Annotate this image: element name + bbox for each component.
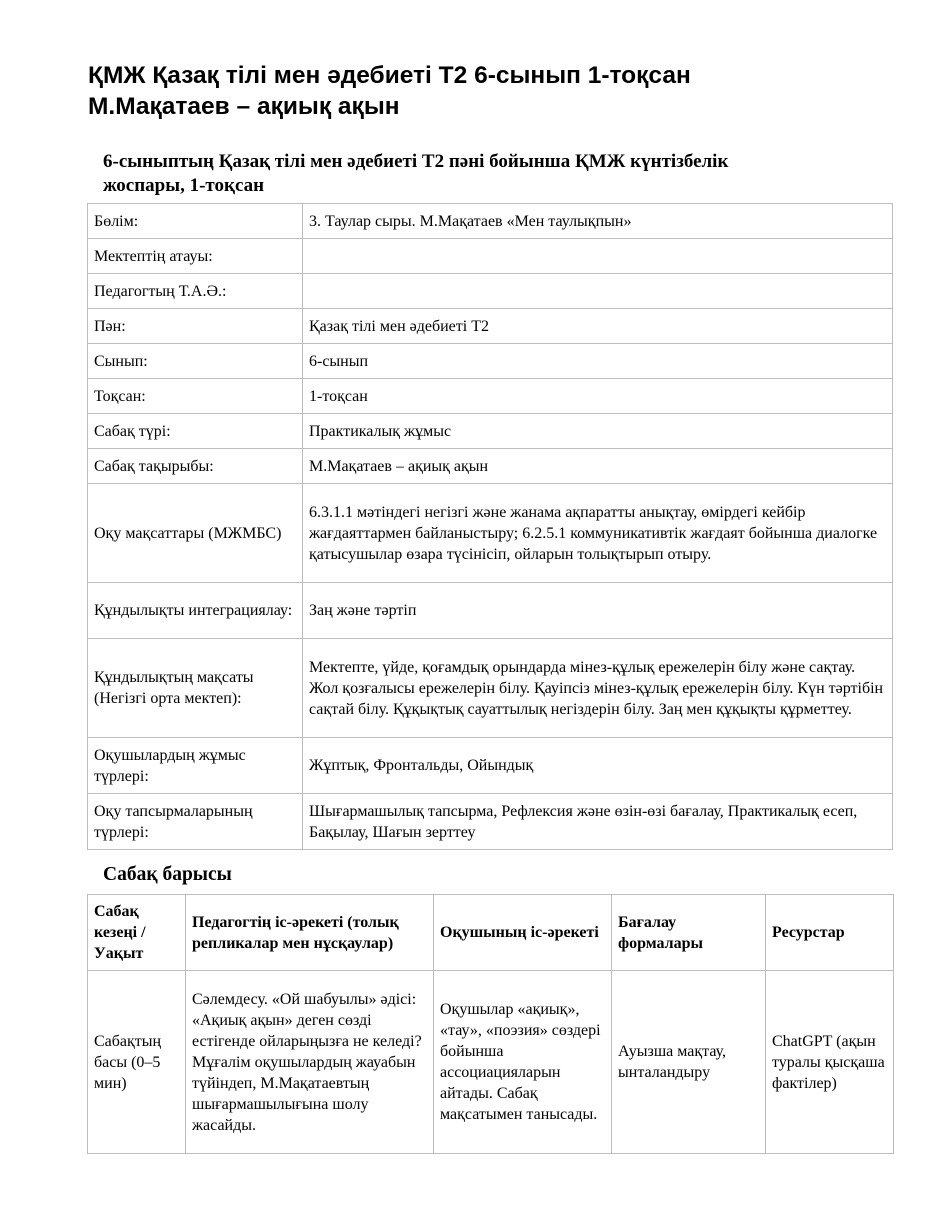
info-row: [88, 639, 893, 738]
info-row: [88, 794, 893, 850]
info-value: Практикалық жұмыс: [303, 414, 893, 449]
document-title: [88, 60, 888, 122]
plan-subtitle-line2: жоспары, 1-тоқсан: [103, 175, 265, 196]
lesson-flow-table: [87, 894, 894, 1154]
info-row: [88, 344, 893, 379]
info-label: Оқу мақсаттары (МЖМБС): [88, 484, 303, 583]
header-teacher-activity: Педагогтің іс-әрекеті (толық репликалар мен нұсқаулар): [186, 895, 434, 971]
info-value: 6-сынып: [303, 344, 893, 379]
info-row: [88, 414, 893, 449]
info-label: Сабақ тақырыбы:: [88, 449, 303, 484]
info-label: Пән:: [88, 309, 303, 344]
info-value: 1-тоқсан: [303, 379, 893, 414]
header-student-activity: Оқушының іс-әрекеті: [434, 895, 612, 971]
info-label: Педагогтың Т.А.Ә.:: [88, 274, 303, 309]
info-value: 6.3.1.1 мәтіндегі негізгі және жанама ақпаратты анықтау, өмірдегі кейбір жағдаяттармен байланыстыру; 6.2.5.1 коммуникативтік жағдаят бойынша диалогке қатысушылар өзара түсінісіп, ойларын толықтырып отыру.: [303, 484, 893, 583]
info-label: Сабақ түрі:: [88, 414, 303, 449]
info-value: [303, 239, 893, 274]
header-resources: Ресурстар: [766, 895, 894, 971]
document-title-line1: ҚМЖ Қазақ тілі мен әдебиеті Т2 6-сынып 1-тоқсан: [88, 62, 691, 89]
lesson-info-table: [87, 203, 893, 850]
plan-subtitle-line1: 6-сыныптың Қазақ тілі мен әдебиеті Т2 пәні бойынша ҚМЖ күнтізбелік: [103, 151, 729, 172]
info-row: [88, 583, 893, 639]
info-row: [88, 239, 893, 274]
info-label: Мектептің атауы:: [88, 239, 303, 274]
cell-teacher-activity: Сәлемдесу. «Ой шабуылы» әдісі: «Ақиық ақын» деген сөзді естігенде ойларыңызға не келеді? Мұғалім оқушылардың жауабын түйіндеп, М.Мақатаевтың шығармашылығына шолу жасайды.: [186, 971, 434, 1154]
info-row: [88, 309, 893, 344]
info-value: М.Мақатаев – ақиық ақын: [303, 449, 893, 484]
cell-assessment: Ауызша мақтау, ынталандыру: [612, 971, 766, 1154]
lesson-header-row: [88, 895, 894, 971]
info-label: Бөлім:: [88, 204, 303, 239]
info-value: Жұптық, Фронтальды, Ойындық: [303, 738, 893, 794]
cell-student-activity: Оқушылар «ақиық», «тау», «поэзия» сөздері бойынша ассоциацияларын айтады. Сабақ мақсатымен танысады.: [434, 971, 612, 1154]
info-row: [88, 449, 893, 484]
info-label: Құндылықтың мақсаты (Негізгі орта мектеп):: [88, 639, 303, 738]
info-label: Тоқсан:: [88, 379, 303, 414]
section-title: Сабақ барысы: [103, 864, 232, 885]
plan-subtitle: [103, 150, 883, 198]
cell-stage: Сабақтың басы (0–5 мин): [88, 971, 186, 1154]
info-value: Заң және тәртіп: [303, 583, 893, 639]
info-row: [88, 379, 893, 414]
info-value: [303, 274, 893, 309]
info-row: [88, 204, 893, 239]
info-value: Мектепте, үйде, қоғамдық орындарда мінез-құлық ережелерін білу және сақтау. Жол қозғалысы ережелерін білу. Қауіпсіз мінез-құлық ережелерін білу. Күн тәртібін сақтай білу. Құқықтық сауаттылық негіздерін білу. Заң мен құқықты құрметтеу.: [303, 639, 893, 738]
info-row: [88, 274, 893, 309]
info-row: [88, 484, 893, 583]
info-label: Оқушылардың жұмыс түрлері:: [88, 738, 303, 794]
info-value: Шығармашылық тапсырма, Рефлексия және өзін-өзі бағалау, Практикалық есеп, Бақылау, Шағын зерттеу: [303, 794, 893, 850]
header-assessment: Бағалау формалары: [612, 895, 766, 971]
info-label: Сынып:: [88, 344, 303, 379]
info-value: Қазақ тілі мен әдебиеті Т2: [303, 309, 893, 344]
document-title-line2: М.Мақатаев – ақиық ақын: [88, 93, 400, 120]
info-value: 3. Таулар сыры. М.Мақатаев «Мен таулықпын»: [303, 204, 893, 239]
info-label: Оқу тапсырмаларының түрлері:: [88, 794, 303, 850]
info-row: [88, 738, 893, 794]
cell-resources: ChatGPT (ақын туралы қысқаша фактілер): [766, 971, 894, 1154]
lesson-row: [88, 971, 894, 1154]
info-label: Құндылықты интеграциялау:: [88, 583, 303, 639]
header-stage: Сабақ кезеңі / Уақыт: [88, 895, 186, 971]
